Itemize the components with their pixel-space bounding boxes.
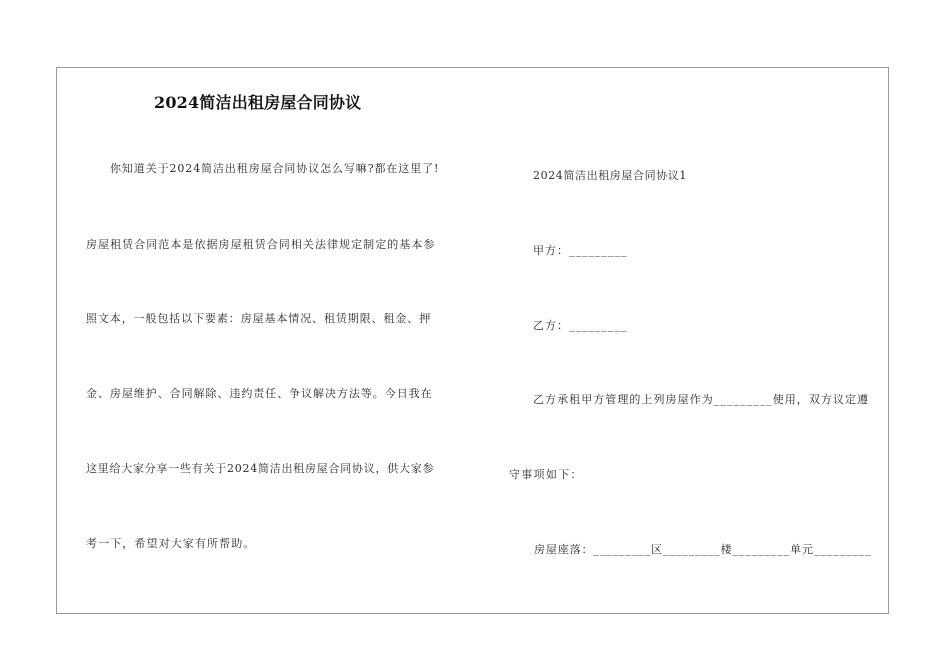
party-a-field: 甲方：_________ bbox=[533, 244, 628, 257]
usage-clause-line: 守事项如下： bbox=[509, 468, 583, 481]
intro-paragraph-line: 考一下，希望对大家有所帮助。 bbox=[86, 537, 256, 550]
intro-paragraph-line: 你知道关于2024简洁出租房屋合同协议怎么写嘛?都在这里了! bbox=[110, 162, 440, 175]
intro-paragraph-line: 房屋租赁合同范本是依据房屋租赁合同相关法律规定制定的基本参 bbox=[86, 238, 436, 251]
usage-clause-line: 乙方承租甲方管理的上列房屋作为_________使用，双方议定遵 bbox=[533, 393, 870, 406]
document-title: 2024简洁出租房屋合同协议 bbox=[154, 93, 362, 112]
property-location-field: 房屋座落：_________区_________楼_________单元_________ bbox=[534, 543, 872, 556]
contract-heading: 2024简洁出租房屋合同协议1 bbox=[533, 169, 687, 182]
intro-paragraph-line: 照文本，一般包括以下要素：房屋基本情况、租赁期限、租金、押 bbox=[86, 312, 432, 325]
intro-paragraph-line: 这里给大家分享一些有关于2024简洁出租房屋合同协议，供大家参 bbox=[86, 462, 435, 475]
page-frame bbox=[56, 67, 889, 614]
party-b-field: 乙方：_________ bbox=[533, 319, 628, 332]
intro-paragraph-line: 金、房屋维护、合同解除、违约责任、争议解决方法等。今日我在 bbox=[86, 387, 433, 400]
